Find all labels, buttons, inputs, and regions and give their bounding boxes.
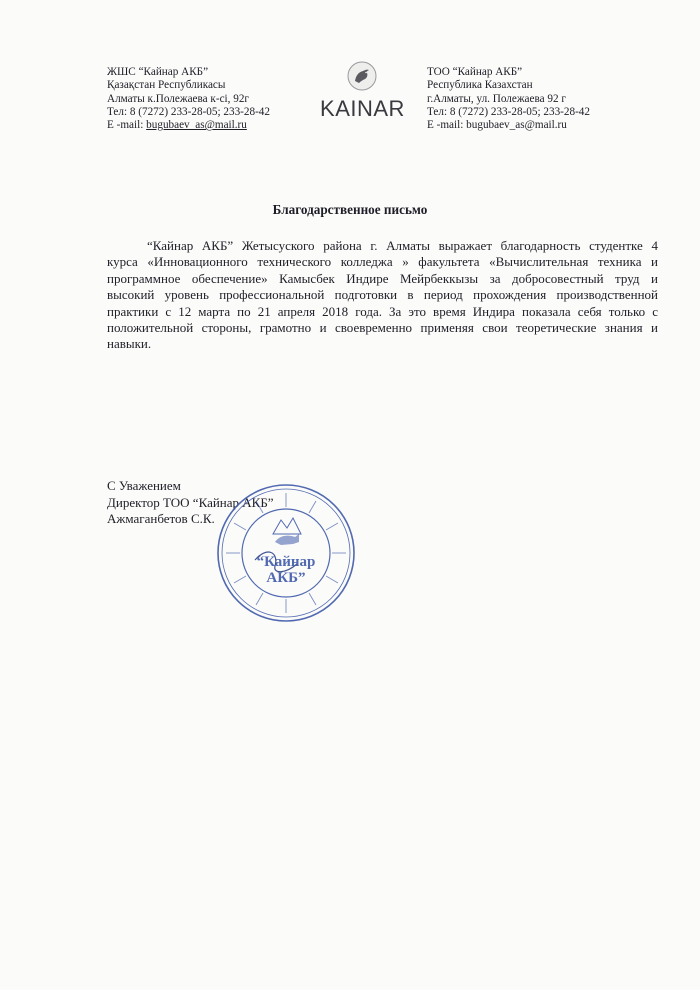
address-ru: г.Алматы, ул. Полежаева 92 г: [427, 92, 566, 105]
logo-wordmark: KAINAR: [320, 96, 405, 121]
address-kz: Алматы к.Полежаева к-сі, 92г: [107, 92, 250, 105]
horse-emblem-icon: [346, 60, 378, 92]
signature-name: Ажмаганбетов С.К.: [107, 511, 215, 526]
company-stamp: [215, 482, 357, 624]
company-name-kz: ЖШС “Кайнар АКБ”: [107, 66, 209, 78]
email-line-kz: [107, 119, 307, 132]
header-right-russian: [427, 66, 657, 132]
phone-kz: Тел: 8 (7272) 233-28-05; 233-28-42: [107, 105, 270, 118]
country-kz: Қазақстан Республикасы: [107, 79, 226, 92]
stamp-center-line2: АКБ”: [266, 570, 306, 586]
letter-title: Благодарственное письмо: [272, 202, 428, 217]
signature-position: Директор ТОО “Кайнар АКБ”: [107, 494, 274, 510]
letter-body: “Кайнар АКБ” Жетысуского района г. Алматы выражает благодарность студентке 4 курса «Инновационного технического колледжа » факультета «Вычислительная техника и программное обеспечение» Камысбек Индире Мейрбеккызы за добросовестный труд и высокий уровень профессиональной подготовки в период прохождения производственной практики с 12 марта по 21 апреля 2018 года. За это время Индира показала себя только с положительной стороны, грамотно и своевременно применяя свои теоретические знания и навыки.: [107, 238, 658, 352]
email-label-ru: E -mail:: [427, 119, 467, 132]
header-left-kazakh: [107, 66, 307, 132]
email-value-ru[interactable]: bugubaev_as@mail.ru: [466, 119, 567, 132]
company-name-ru: ТОО “Кайнар АКБ”: [427, 66, 523, 78]
email-link-kz[interactable]: bugubaev_as@mail.ru: [146, 119, 247, 132]
kainar-logo: [310, 60, 415, 128]
stamp-center-line1: “Кайнар: [256, 554, 316, 570]
phone-ru: Тел: 8 (7272) 233-28-05; 233-28-42: [427, 105, 590, 118]
email-label-kz: E -mail:: [107, 119, 147, 132]
signature-greeting: С Уважением: [107, 478, 181, 493]
country-ru: Республика Казахстан: [427, 79, 533, 92]
email-line-ru: [427, 119, 657, 132]
